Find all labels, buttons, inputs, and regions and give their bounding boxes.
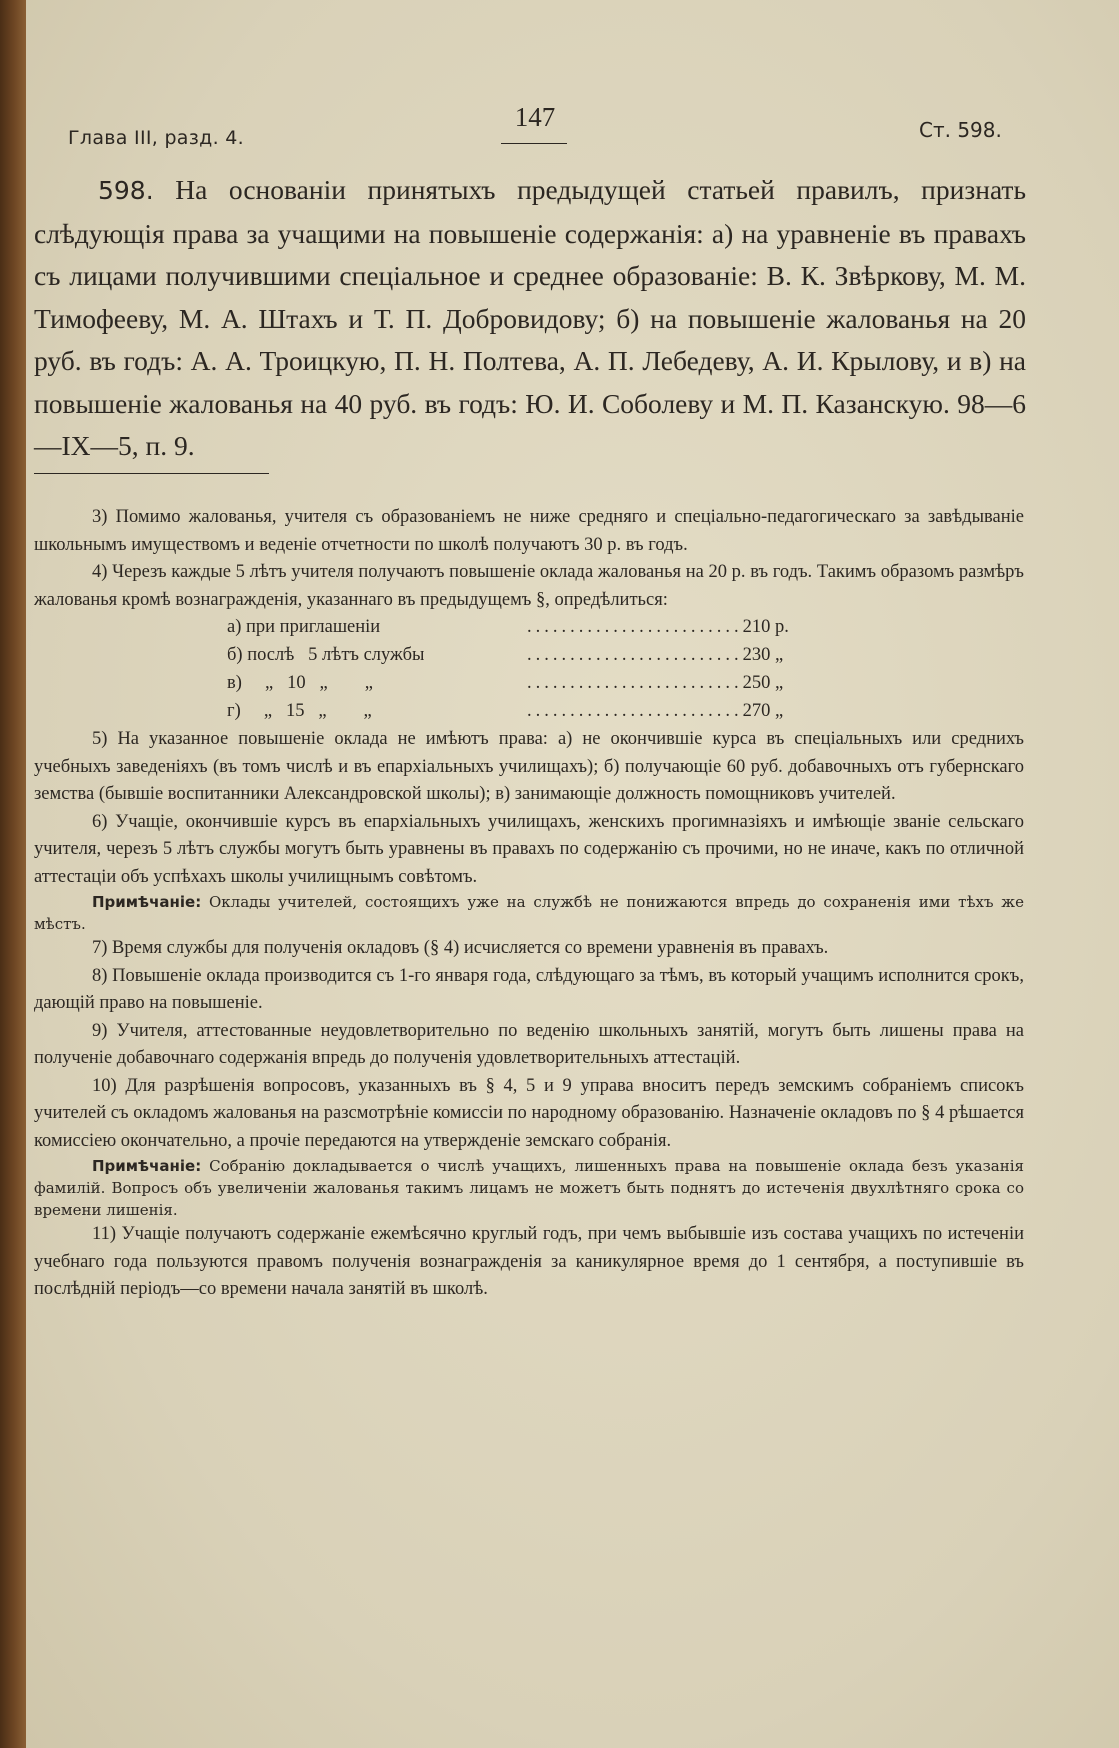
article-598: [34, 169, 1026, 468]
salary-row-value: 250 „: [742, 673, 784, 693]
remark-label: Примѣчаніе:: [92, 1157, 202, 1175]
note-9: 9) Учителя, аттестованные неудовлетворительно по веденію школьныхъ занятій, могутъ быть лишены права на полученіе добавочнаго содержанія впредь до полученія удовлетворительныхъ аттестацій.: [34, 1020, 1024, 1068]
note-11: 11) Учащіе получаютъ содержаніе ежемѣсячно круглый годъ, при чемъ выбывшіе изъ состава учащихъ по истеченіи учебнаго года пользуются правомъ полученія вознагражденія за каникулярное время до 1 сентября, а поступившіе въ послѣдній періодъ—со времени начала занятій въ школѣ.: [34, 1224, 1024, 1299]
page-number: 147: [514, 102, 556, 132]
remark-2: [34, 1155, 1024, 1221]
note-4: 4) Черезъ каждые 5 лѣтъ учителя получаютъ повышеніе оклада жалованья на 20 р. въ годъ. Такимъ образомъ размѣръ жалованья кромѣ вознагражденія, указаннаго въ предыдущемъ §, опредѣлиться:: [34, 562, 1024, 610]
article-text: На основаніи принятыхъ предыдущей статьей правилъ, признать слѣдующія права за учащими на повышеніе содержанія: а) на уравненіе въ правахъ съ лицами получившими спеціальное и среднее образованіе: В. К. Звѣркову, М. М. Тимофееву, М. А. Штахъ и Т. П. Добровидову; б) на повышеніе жалованья на 20 руб. въ годъ: А. А. Троицкую, П. Н. Полтева, А. П. Лебедеву, А. И. Крылову, и в) на повышеніе жалованья на 40 руб. въ годъ: Ю. И. Соболеву и М. П. Казанскую. 98—6—IX—5, п. 9.: [34, 174, 1026, 461]
salary-row-label: а) при приглашеніи: [227, 617, 381, 637]
note-7: 7) Время службы для полученія окладовъ (§ 4) исчисляется со времени уравненія въ правахъ.: [92, 938, 829, 958]
remark-label: Примѣчаніе:: [92, 893, 202, 911]
footnote-rule: [34, 473, 269, 474]
note-5: 5) На указанное повышеніе оклада не имѣютъ права: а) не окончившіе курса въ спеціальныхъ или среднихъ учебныхъ заведеніяхъ (въ томъ числѣ и въ епархіальныхъ училищахъ); б) получающіе 60 руб. добавочныхъ отъ губернскаго земства (бывшіе воспитанники Александровской школы); в) занимающіе должность помощниковъ учителей.: [34, 729, 1024, 804]
footnotes: [34, 504, 1024, 1304]
note-10: 10) Для разрѣшенія вопросовъ, указанныхъ въ § 4, 5 и 9 управа вноситъ передъ земскимъ собраніемъ списокъ учителей съ окладомъ жалованья на разсмотрѣніе комиссіи по народному образованію. Назначеніе окладовъ по § 4 рѣшается комиссіею окончательно, а прочіе передаются на утвержденіе земскаго собранія.: [34, 1075, 1024, 1151]
salary-row-value: 230 „: [742, 645, 784, 665]
salary-row-label: б) послѣ 5 лѣтъ службы: [227, 645, 425, 665]
chapter-header: Глава III, разд. 4.: [68, 127, 244, 149]
document-page: [26, 0, 1119, 1748]
article-number: 598.: [98, 176, 154, 205]
salary-row-label: г) „ 15 „ „: [227, 701, 372, 721]
remark-text: Оклады учителей, состоящихъ уже на службѣ не понижаются впредь до сохраненія ими тѣхъ же мѣстъ.: [34, 893, 1024, 933]
salary-table: [227, 614, 827, 726]
remark-text: Собранію докладывается о числѣ учащихъ, лишенныхъ права на повышеніе оклада безъ указанія фамилій. Вопросъ объ увеличеніи жалованья такимъ лицамъ не можетъ быть поднятъ до истеченія двухлѣтняго срока со времени лишенія.: [34, 1157, 1024, 1219]
salary-row: а) при приглашеніи ......................... 210 р.: [227, 614, 827, 642]
remark-1: [34, 891, 1024, 935]
salary-row-value: 210 р.: [742, 617, 789, 637]
note-8: 8) Повышеніе оклада производится съ 1-го января года, слѣдующаго за тѣмъ, въ который учащимъ исполнится срокъ, дающій право на повышеніе.: [34, 965, 1024, 1013]
salary-row-value: 270 „: [742, 701, 784, 721]
book-spine: [0, 0, 26, 1748]
note-3: 3) Помимо жалованья, учителя съ образованіемъ не ниже средняго и спеціально-педагогическаго за завѣдываніе школьнымъ имуществомъ и веденіе отчетности по школѣ получаютъ 30 р. въ годъ.: [34, 507, 1024, 555]
salary-row-label: в) „ 10 „ „: [227, 673, 373, 693]
note-6: 6) Учащіе, окончившіе курсъ въ епархіальныхъ училищахъ, женскихъ прогимназіяхъ и имѣющіе званіе сельскаго учителя, черезъ 5 лѣтъ службы могутъ быть уравнены въ правахъ по содержанію съ прочими, но не иначе, какъ по отличной аттестаціи объ успѣхахъ школы училищнымъ совѣтомъ.: [34, 811, 1024, 887]
salary-row: г) „ 15 „ „ ......................... 270 „: [227, 698, 827, 726]
page-number-rule: [501, 143, 567, 144]
salary-row: в) „ 10 „ „ ......................... 250 „: [227, 670, 827, 698]
article-header: Ст. 598.: [919, 118, 1002, 142]
salary-row: б) послѣ 5 лѣтъ службы ......................... 230 „: [227, 642, 827, 670]
